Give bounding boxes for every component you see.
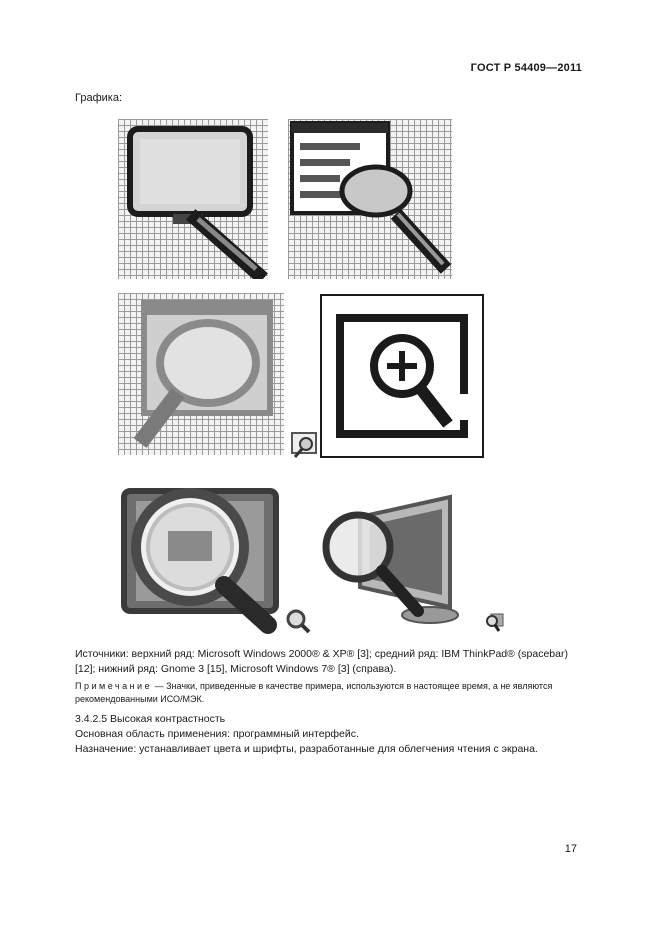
note-label: Примечание (75, 681, 153, 691)
note (75, 680, 587, 706)
magnifier-gnome-icon (118, 485, 288, 635)
note-text: Значки, приведенные в качестве примера, используются в настоящее время, а не являются рекомендованными ИСО/МЭК. (75, 681, 553, 704)
magnifier-win7-small-icon (485, 612, 505, 632)
section-purpose: Назначение: устанавливает цвета и шрифты, разработанные для облегчения чтения с экрана. (75, 743, 538, 755)
page-number: 17 (564, 843, 577, 855)
magnifier-thinkpad-highcontrast-icon (320, 294, 484, 458)
section-3-4-2-5 (75, 712, 587, 757)
section-heading: 3.4.2.5 Высокая контрастность (75, 713, 226, 725)
magnifier-win7-icon (320, 487, 470, 627)
magnifier-xp-small-icon (288, 119, 452, 279)
magnifier-thinkpad-small-icon (291, 432, 319, 458)
section-area: Основная область применения: программный интерфейс. (75, 728, 359, 740)
magnifier-thinkpad-icon (118, 293, 284, 455)
magnifier-gnome-small-icon (285, 608, 311, 634)
note-dash: — (152, 681, 167, 691)
magnifier-xp-large-icon (118, 119, 268, 279)
figure-label: Графика: (75, 92, 122, 104)
document-standard-number: ГОСТ Р 54409—2011 (470, 62, 582, 74)
sources-text: Источники: верхний ряд: Microsoft Windows 2000® & XP® [3]; средний ряд: IBM ThinkPad® (spacebar) [12]; нижний ряд: Gnome 3 [15], Microsoft Windows 7® [3] (справа). (75, 648, 568, 675)
